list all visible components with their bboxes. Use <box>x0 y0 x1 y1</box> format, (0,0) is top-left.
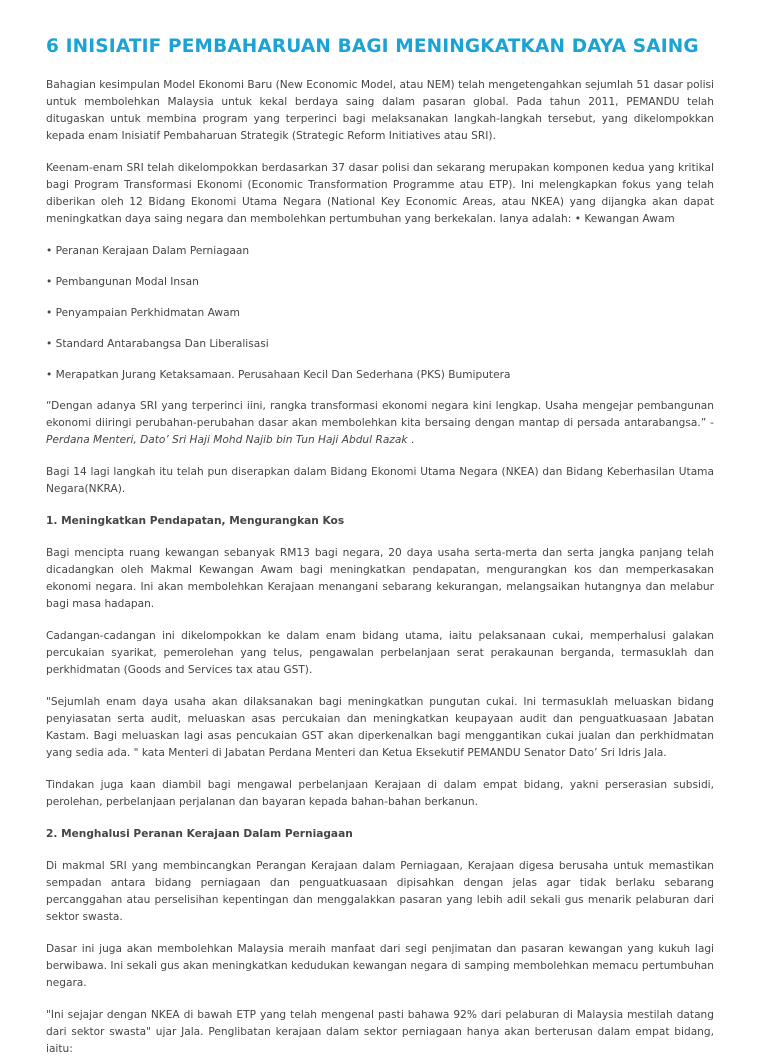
section-1-paragraph: Tindakan juga kaan diambil bagi mengawal perbelanjaan Kerajaan di dalam empat bidang, yakni perserasian subsidi, perolehan, perbelanjaan perjalanan dan bayaran kepada bahan-bahan berkanun. <box>46 779 714 808</box>
nkea-paragraph: Bagi 14 lagi langkah itu telah pun diserapkan dalam Bidang Ekonomi Utama Negara (NKEA) dan Bidang Keberhasilan Utama Negara(NKRA). <box>46 466 714 495</box>
bullet-item: • Peranan Kerajaan Dalam Perniagaan <box>46 245 250 257</box>
intro-paragraph-1: Bahagian kesimpulan Model Ekonomi Baru (New Economic Model, atau NEM) telah mengetengahkan sejumlah 51 dasar polisi untuk membolehkan Malaysia untuk kekal berdaya saing dalam pasaran global. Pada tahun 2011, PEMANDU telah ditugaskan untuk membina program yang terperinci bagi melaksanakan langkah-langkah tersebut, yang dikelompokkan kepada enam Inisiatif Pembaharuan Strategik (Strategic Reform Initiatives atau SRI). <box>46 79 714 142</box>
section-2-paragraph: Dasar ini juga akan membolehkan Malaysia meraih manfaat dari segi penjimatan dan pasaran kewangan yang kukuh lagi berwibawa. Ini sekali gus akan meningkatkan kedudukan kewangan negara di samping membolehkan memacu pertumbuhan negara. <box>46 943 714 989</box>
section-1-paragraph: Cadangan-cadangan ini dikelompokkan ke dalam enam bidang utama, iaitu pelaksanaan cukai, memperhalusi galakan percukaian syarikat, pemerolehan yang telus, pengawalan perbelanjaan serat perakaunan berganda, termasuklah dan perkhidmatan (Goods and Services tax atau GST). <box>46 630 714 676</box>
quote-end: . <box>407 434 415 446</box>
quote-text: “Dengan adanya SRI yang terperinci iini, rangka transformasi ekonomi negara kini lengkap. Usaha mengejar pembangunan ekonomi diiringi perubahan-perubahan dasar akan membolehkan kita bersaing dengan mantap di persada antarabangsa.” - <box>46 400 714 429</box>
section-1-heading: 1. Meningkatkan Pendapatan, Mengurangkan Kos <box>46 515 345 527</box>
quote-attribution: Perdana Menteri, Dato’ Sri Haji Mohd Najib bin Tun Haji Abdul Razak <box>46 434 408 446</box>
bullet-item: • Standard Antarabangsa Dan Liberalisasi <box>46 338 269 350</box>
section-2-heading: 2. Menghalusi Peranan Kerajaan Dalam Perniagaan <box>46 828 353 840</box>
section-1-paragraph: "Sejumlah enam daya usaha akan dilaksanakan bagi meningkatkan pungutan cukai. Ini termasuklah meluaskan bidang penyiasatan serta audit, meluaskan asas percukaian dan meningkatkan keupayaan audit dan penguatkuasaan Jabatan Kastam. Bagi meluaskan lagi asas pencukaian GST akan diperkenalkan bagi menggantikan cukai jualan dan perkhidmatan yang sedia ada. " kata Menteri di Jabatan Perdana Menteri dan Ketua Eksekutif PEMANDU Senator Dato’ Sri Idris Jala. <box>46 696 714 759</box>
intro-paragraph-2: Keenam-enam SRI telah dikelompokkan berdasarkan 37 dasar polisi dan sekarang merupakan komponen kedua yang kritikal bagi Program Transformasi Ekonomi (Economic Transformation Programme atau ETP). Ini melengkapkan fokus yang telah diberikan oleh 12 Bidang Ekonomi Utama Negara (National Key Economic Areas, atau NKEA) yang dijangka akan dapat meningkatkan daya saing negara dan membolehkan pertumbuhan yang berkekalan. Ianya adalah: • Kewangan Awam <box>46 162 714 225</box>
pm-quote <box>46 398 714 449</box>
section-1-paragraph: Bagi mencipta ruang kewangan sebanyak RM13 bagi negara, 20 daya usaha serta-merta dan serta jangka panjang telah dicadangkan oleh Makmal Kewangan Awam bagi meningkatkan pendapatan, mengurangkan kos dan memperkasakan ekonomi negara. Ini akan membolehkan Kerajaan menangani sebarang kekurangan, melangsaikan hutangnya dan melabur bagi masa hadapan. <box>46 547 714 610</box>
bullet-item: • Penyampaian Perkhidmatan Awam <box>46 307 240 319</box>
section-2-paragraph: "Ini sejajar dengan NKEA di bawah ETP yang telah mengenal pasti bahawa 92% dari pelaburan di Malaysia mestilah datang dari sektor swasta" ujar Jala. Penglibatan kerajaan dalam sektor perniagaan hanya akan berterusan dalam empat bidang, iaitu: <box>46 1009 714 1055</box>
section-2-paragraph: Di makmal SRI yang membincangkan Perangan Kerajaan dalam Perniagaan, Kerajaan digesa berusaha untuk memastikan sempadan antara bidang perniagaan dan penguatkuasaan dipisahkan dengan jelas agar tidak berlaku sebarang percanggahan atau perselisihan kepentingan dan menggalakkan pasaran yang lebih adil sekali gus menarik pelaburan dari sektor swasta. <box>46 860 714 923</box>
bullet-item: • Merapatkan Jurang Ketaksamaan. Perusahaan Kecil Dan Sederhana (PKS) Bumiputera <box>46 369 511 381</box>
page-title: 6 INISIATIF PEMBAHARUAN BAGI MENINGKATKAN DAYA SAING <box>46 36 699 57</box>
bullet-item: • Pembangunan Modal Insan <box>46 276 199 288</box>
